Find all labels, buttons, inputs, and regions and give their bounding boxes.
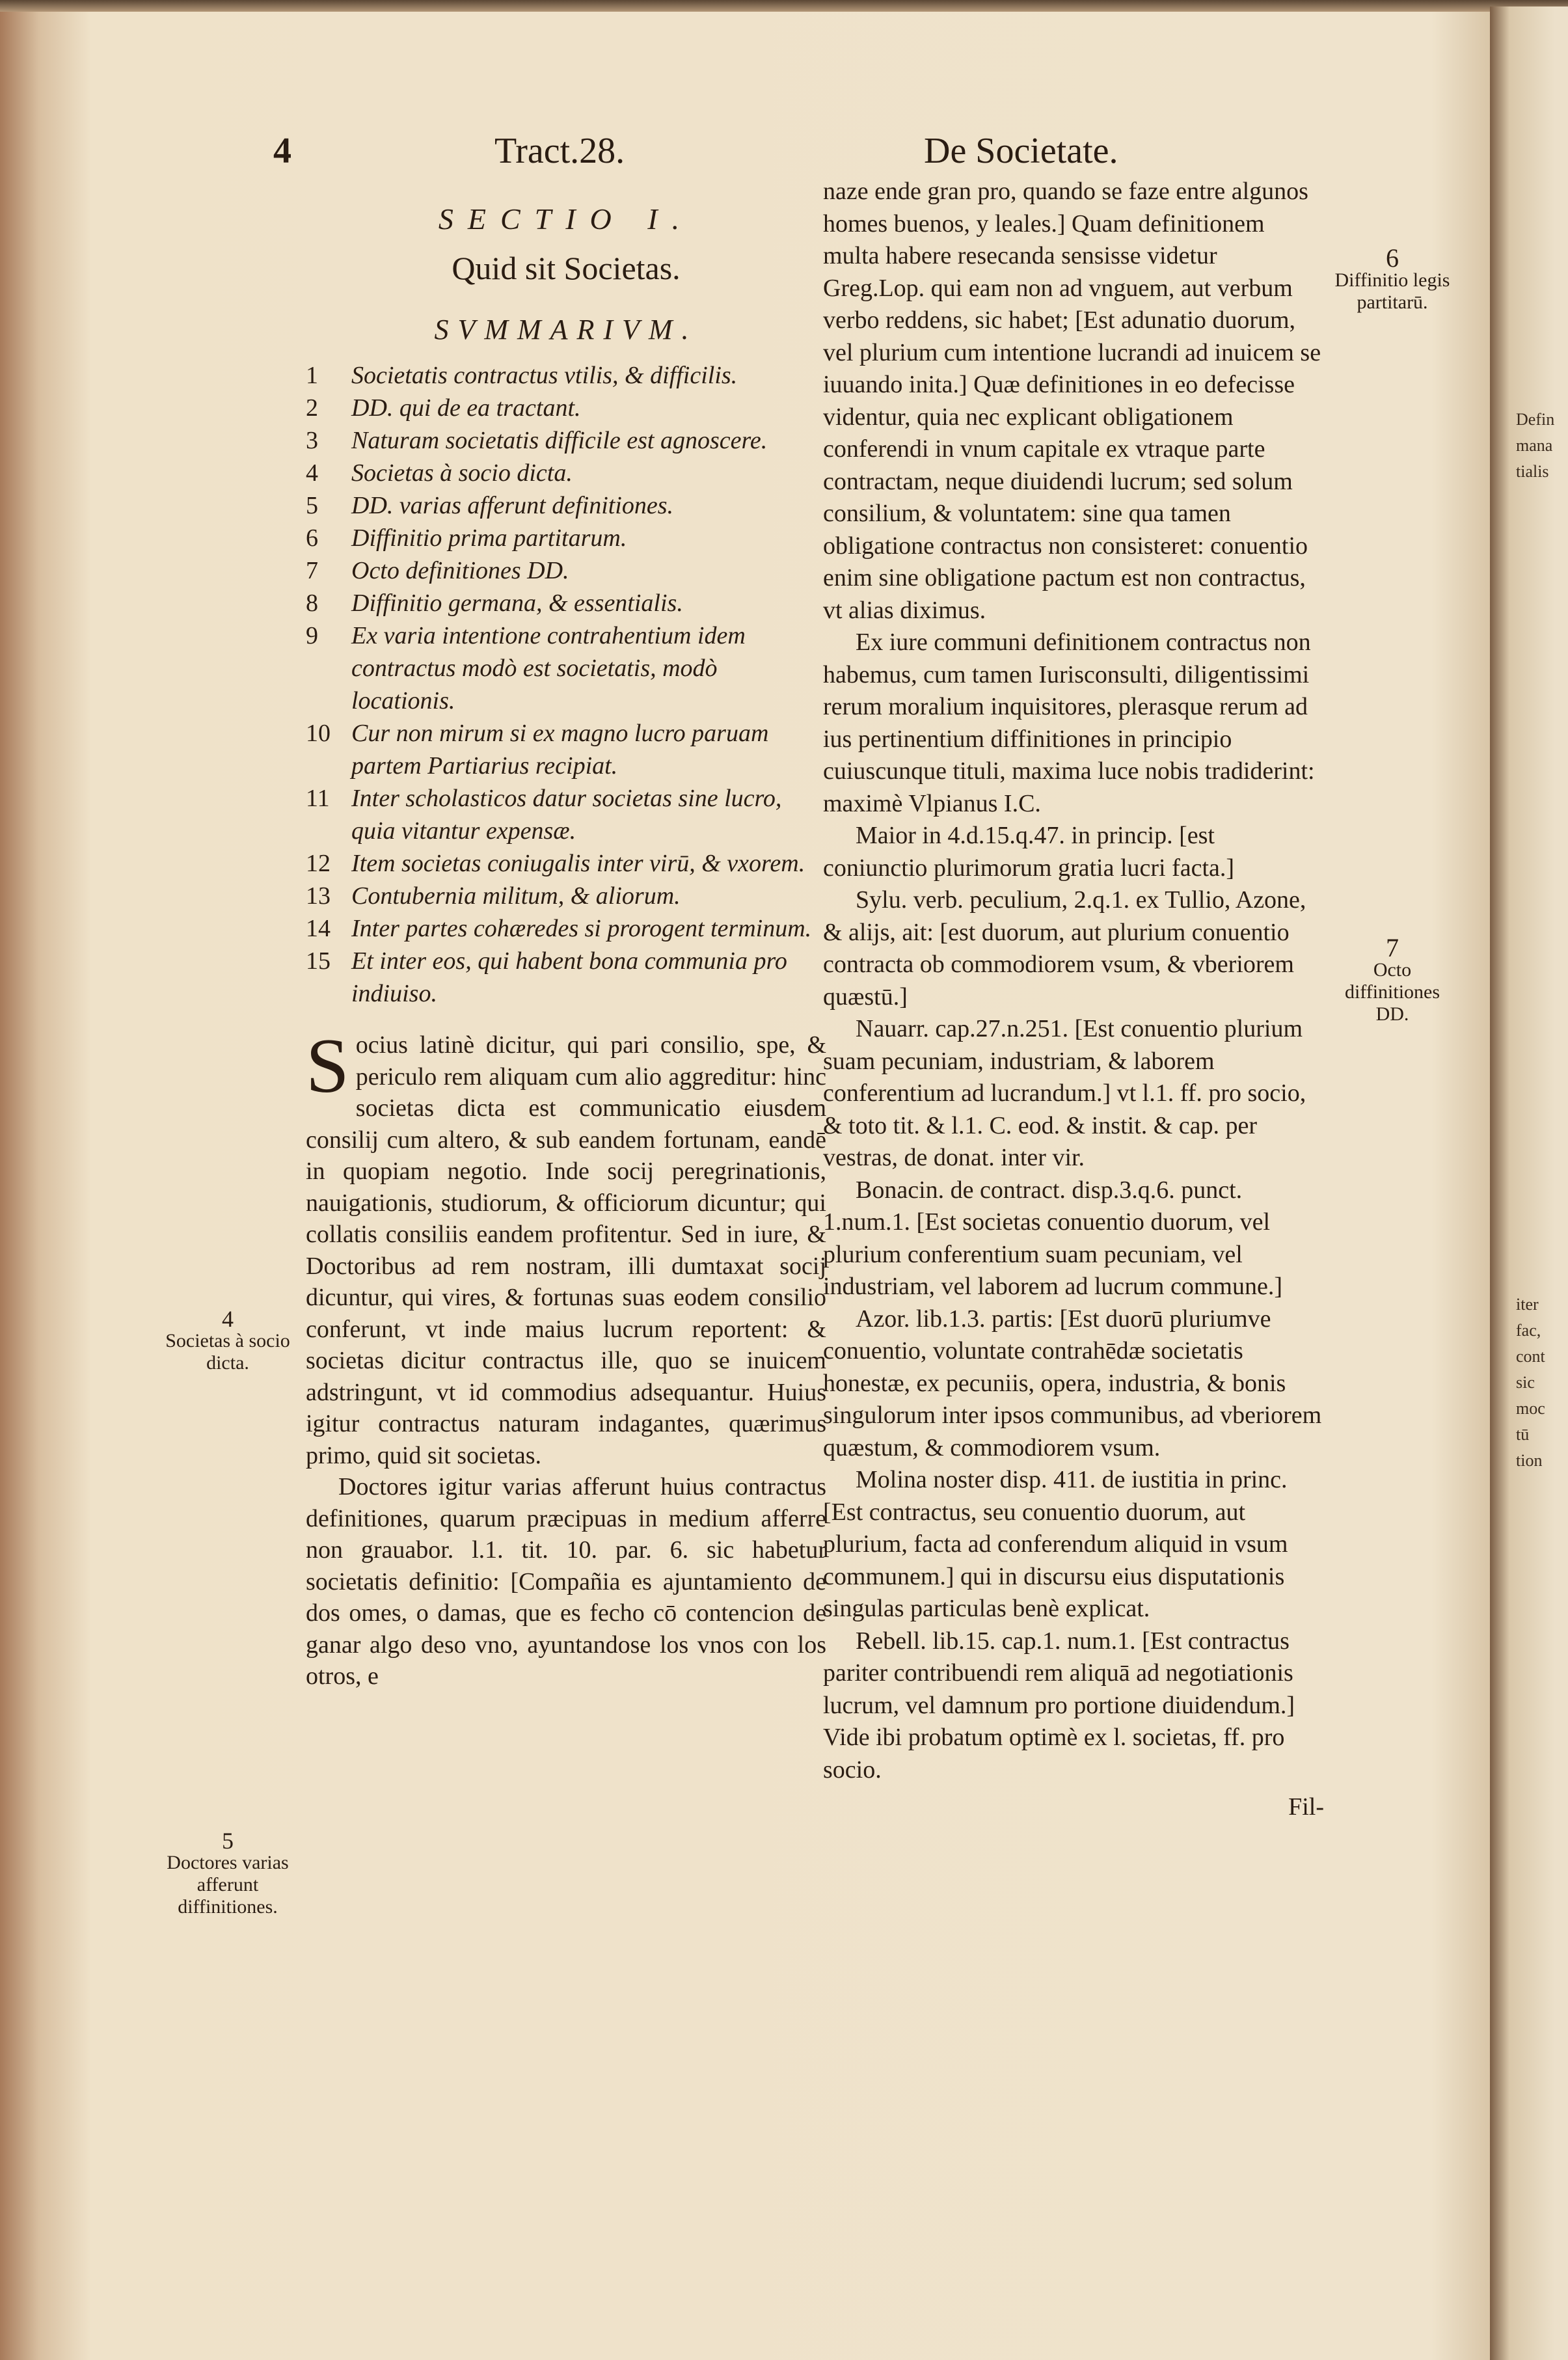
margin-note [150, 1308, 306, 1374]
margin-note-text: Diffinitio legis partitarū. [1334, 269, 1450, 313]
paragraph: Sylu. verb. peculium, 2.q.1. ex Tullio, Azone, & alijs, ait: [est duorum, aut plurium conuentio contracta ob commodiorem vsum, & vberiorem quæstū.] [823, 886, 1306, 1010]
margin-note-number: 4 [222, 1306, 234, 1332]
catchword: Fil- [1288, 1793, 1324, 1821]
page-number: 4 [273, 131, 291, 171]
paragraph: Rebell. lib.15. cap.1. num.1. [Est contractus pariter contribuendi rem aliquā ad negotiationis lucrum, vel damnum pro portione diuidendum.] Vide ibi probatum optimè ex l. societas, ff. pro socio. [823, 1627, 1295, 1784]
summary-item-text: Inter partes cohæredes si prorogent terminum. [351, 915, 812, 942]
summary-item-text: Item societas coniugalis inter virū, & vxorem. [351, 850, 805, 877]
summary-item-text: Et inter eos, qui habent bona communia pro indiuiso. [351, 947, 787, 1007]
facing-fragment: sic [1516, 1373, 1535, 1392]
summary-item-text: Contubernia militum, & aliorum. [351, 882, 681, 910]
summary-item-text: Inter scholasticos datur societas sine lucro, quia vitantur expensæ. [351, 785, 782, 845]
facing-page-edge [1490, 7, 1568, 2360]
drop-cap: S [306, 1022, 349, 1109]
summary-item-number: 3 [306, 427, 318, 454]
right-column [823, 176, 1324, 1824]
paragraph: ocius latinè dicitur, qui pari consilio, spe, & periculo rem aliquam cum alio aggreditur: hinc societas dicta est communicatio eiusdem consilij cum altero, & sub eandem fortunam, eandē in quopiam negotio. Inde socij peregrinationis, nauigationis, studiorum, & officiorum dicuntur; qui collatis consiliis eandem profitentur. Sed in iure, & Doctoribus ad rem nostram, illi dumtaxat socij dicuntur, qui vires, & fortunas suas eodem consilio conferunt, vt inde maius lucrum reportent: & societas dicitur contractus ille, quo se inuicem adstringunt, vt id commodius adsequantur. Huius igitur contractus naturam indagantes, quærimus primo, quid sit societas. [306, 1031, 826, 1469]
summary-item-text: Societas à socio dicta. [351, 459, 573, 487]
summary-item [306, 522, 826, 554]
section-title: Quid sit Societas. [452, 250, 681, 286]
summary-item [306, 359, 826, 392]
summary-item [306, 717, 826, 782]
paragraph: Azor. lib.1.3. partis: [Est duorū pluriumve conuentio, voluntate contrahēdæ societatis honestæ, ex pecuniis, opera, industria, & bonis singulorum inter ipsos communibus, ad vberiorem quæstum, & commodiorem vsum. [823, 1305, 1322, 1461]
right-margin-note [1327, 243, 1457, 314]
facing-fragment: tion [1516, 1451, 1543, 1470]
summary-item [306, 912, 826, 945]
paragraph: Nauarr. cap.27.n.251. [Est conuentio plurium suam pecuniam, industriam, & laborem conferentium ad lucrandum.] vt l.1. ff. pro socio, & toto tit. & l.1. C. eod. & instit. & cap. per vestras, de donat. inter vir. [823, 1015, 1306, 1171]
facing-fragment: tū [1516, 1425, 1530, 1444]
facing-fragment: iter [1516, 1295, 1539, 1314]
summary-item-number: 1 [306, 362, 318, 389]
summary-item [306, 619, 826, 717]
summary-item-number: 12 [306, 850, 331, 877]
summary-item-text: Societatis contractus vtilis, & difficilis. [351, 362, 738, 389]
summarium-heading: SVMMARIVM. [434, 314, 698, 346]
summary-item-text: Octo definitiones DD. [351, 557, 569, 584]
summary-item [306, 847, 826, 880]
summary-item [306, 424, 826, 457]
facing-fragment: mana [1516, 436, 1553, 455]
summary-item [306, 457, 826, 489]
paragraph: Maior in 4.d.15.q.47. in princip. [est coniunctio plurimorum gratia lucri facta.] [823, 822, 1235, 882]
summary-item-text: Cur non mirum si ex magno lucro paruam partem Partiarius recipiat. [351, 720, 769, 780]
summary-item-number: 2 [306, 394, 318, 422]
summary-item-number: 10 [306, 720, 331, 747]
summary-item [306, 587, 826, 619]
summary-item-number: 4 [306, 459, 318, 487]
paragraph: naze ende gran pro, quando se faze entre algunos homes buenos, y leales.] Quam definitionem multa habere resecanda sensisse videtur Greg.Lop. qui eam non ad vnguem, aut verbum verbo reddens, sic habet; [Est adunatio duorum, vel plurium cum intentione lucrandi ad inuicem se iuuando inita.] Quæ definitiones in eo defecisse videntur, quia nec explicant obligationem conferendi in vnum capitale ex vtraque parte contractam, neque diuidendi lucrum; sed solum consilium, & voluntatem: sine qua tamen obligatione contractus non consisteret: conuentio enim sine obligatione pactum est non contractus, vt alias diximus. [823, 178, 1321, 624]
paragraph: Bonacin. de contract. disp.3.q.6. punct. 1.num.1. [Est societas conuentio duorum, vel plurium conferentium suam pecuniam, vel industriam, vel laborem ad lucrum commune.] [823, 1176, 1282, 1300]
paragraph: Doctores igitur varias afferunt huius contractus definitiones, quarum præcipuas in medium afferre non grauabor. l.1. tit. 10. par. 6. sic habetur societatis definitio: [Compañia es ajuntamiento de dos omes, o damas, que es fecho cō contencion de ganar algo deso vno, ayuntandose los vnos con los otros, e [306, 1473, 826, 1690]
summary-item-number: 7 [306, 557, 318, 584]
paragraph: Ex iure communi definitionem contractus non habemus, cum tamen Iurisconsulti, diligentissimi rerum moralium inquisitores, plerasque rerum ad ius pertinentium diffinitiones in principio cuiuscunque tituli, maxima luce nobis tradiderint: maximè Vlpianus I.C. [823, 629, 1315, 817]
section-heading: SECTIO I. [438, 202, 694, 236]
facing-fragment: Defin [1516, 410, 1555, 429]
summary-item-text: Diffinitio germana, & essentialis. [351, 590, 683, 617]
summary-item-number: 11 [306, 785, 330, 812]
facing-fragment: cont [1516, 1347, 1545, 1366]
summary-item-number: 15 [306, 947, 331, 975]
margin-note-text: Societas à socio dicta. [165, 1330, 290, 1374]
tract-title: Tract.28. [494, 131, 625, 171]
summary-item [306, 945, 826, 1010]
left-margin-notes [150, 1308, 306, 1938]
summary-item [306, 392, 826, 424]
margin-note-number: 7 [1386, 933, 1399, 962]
summary-item [306, 782, 826, 847]
summary-item [306, 554, 826, 587]
facing-fragment: moc [1516, 1399, 1545, 1418]
left-body-text [306, 1022, 826, 1692]
margin-note-text: Doctores varias afferunt diffinitiones. [167, 1852, 289, 1918]
summary-item-text: Ex varia intentione contrahentium idem contractus modò est societatis, modò locationis. [351, 622, 746, 714]
summary-item-text: DD. qui de ea tractant. [351, 394, 581, 422]
summary-item-number: 5 [306, 492, 318, 519]
running-header [260, 130, 1353, 182]
subject-title: De Societate. [924, 131, 1118, 171]
facing-fragment: fac, [1516, 1321, 1541, 1340]
summary-item [306, 489, 826, 522]
summary-item-text: Diffinitio prima partitarum. [351, 524, 627, 552]
summary-item [306, 880, 826, 912]
summary-item-number: 9 [306, 622, 318, 649]
right-margin-note [1327, 933, 1457, 1025]
summary-item-text: Naturam societatis difficile est agnoscere. [351, 427, 768, 454]
summary-item-number: 6 [306, 524, 318, 552]
paragraph: Molina noster disp. 411. de iustitia in princ. [Est contractus, seu conuentio duorum, aut plurium, facta ad conferendum aliquid in vsum communem.] qui in discursu eius disputationis singulas particulas benè explicat. [823, 1466, 1288, 1622]
margin-note-text: Octo diffinitiones DD. [1344, 959, 1440, 1025]
summary-item-number: 8 [306, 590, 318, 617]
summary-item-number: 14 [306, 915, 331, 942]
summary-item-text: DD. varias afferunt definitiones. [351, 492, 674, 519]
summary-list [306, 359, 826, 1010]
margin-note-number: 5 [222, 1828, 234, 1854]
facing-fragment: tialis [1516, 462, 1549, 481]
left-column [306, 202, 826, 1692]
summary-item-number: 13 [306, 882, 331, 910]
margin-note [150, 1830, 306, 1918]
margin-note-number: 6 [1386, 243, 1399, 273]
